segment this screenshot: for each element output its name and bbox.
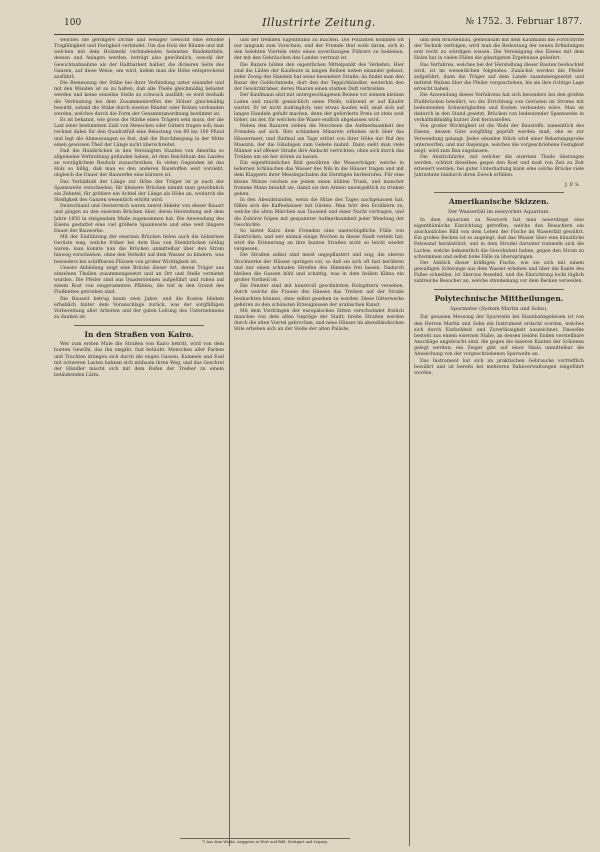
column-2 — [234, 38, 404, 846]
page-number: 100 — [64, 18, 82, 28]
column-1 — [54, 38, 224, 846]
paragraph: In den Abendstunden, wenn die Hitze des Tages nachgelassen hat, füllen sich die Kaffeehäuser mit Gästen. Man hört den Erzählern zu, welche die alten Märchen aus Tausend und einer Nacht vortragen, und die Zuhörer folgen mit gespannter Aufmerksamkeit jeder Wendung der Geschichte. — [234, 198, 404, 228]
paragraph: Die Bazare bilden den eigentlichen Mittelpunkt des Verkehrs. Hier sind die Läden der Kaufleute in langen Reihen neben einander gebaut, jeder Zweig des Handels hat seine besondere Straße; da findet man den Bazar der Goldschmiede, dort den der Teppichhändler, weiterhin den der Gewürzkrämer, deren Waaren einen starken Duft verbreiten. — [234, 62, 404, 93]
page-header — [54, 14, 584, 35]
paragraph: Wer zum ersten Male die Straßen von Kairo betritt, wird von dem bunten Gewühl, das ihn umgibt, fast betäubt. Menschen aller Farben und Trachten drängen sich durch die engen Gassen, Kameele und Esel mit schweren Lasten bahnen sich mühsam ihren Weg, und das Geschrei der Händler mischt sich mit dem Rufen der Treiber zu einem betäubenden Lärm. — [54, 342, 224, 378]
publication-title: Illustrirte Zeitung. — [262, 16, 376, 29]
article-separator — [74, 325, 204, 326]
paragraph: Die Bemessung der Stäbe bei ihrer Verbindung unter einander und mit den Wänden ist so zu halten, daß alle Theile gleichmäßig belastet werden und keine einzelne Stelle zu schwach ausfällt; es wird deshalb die Verbindung bei dem Zusammentreffen der Hölzer gleichmäßig bewirkt, sobald die Stäbe durch eiserne Bänder oder Bolzen verbunden werden, welches durch die Form der Gesammtanordnung bestimmt ist. — [54, 81, 224, 117]
footnote: *) Aus dem Werke: Aegypten in Wort und Bild. Stuttgart und Leipzig. — [180, 838, 350, 845]
author-signature: J. P. S. — [564, 181, 580, 188]
paragraph: Die Anwendung dieses Verfahrens hat sich besonders bei den großen Flußbrücken bewährt, wo die Errichtung von Gerüsten im Strome mit bedeutenden Schwierigkeiten und Kosten verbunden wäre. Man ist dadurch in den Stand gesetzt, Brücken von bedeutender Spannweite in verhältnißmäßig kurzer Zeit herzustellen. — [414, 93, 584, 124]
paragraph: und der fremden Eigenthums zu machen. Die Polizisten kommen oft nur langsam zum Vorschein, und der Fremde thut wohl daran, sich in den belebten Vierteln stets eines zuverlässigen Führers zu bedienen, der mit den Gebräuchen des Landes vertraut ist. — [234, 38, 404, 62]
paragraph: und dem Brückenbau, gemeinsam mit dem Kaufmann die Fortschritte der Technik verfolgen, wird man die Bedeutung der neuen Erfindungen erst recht zu würdigen wissen. Die Vereinigung des Eisens mit dem Holze hat in vielen Fällen die günstigsten Ergebnisse geliefert. — [414, 38, 584, 62]
article-separator — [434, 289, 564, 290]
paragraph: Der Anblick dieser kräftigen Fische, wie sie sich mit einem gewaltigen Schwunge aus dem Wasser erheben und über die Kante des Falles schnellen, ist überaus fesselnd, und die Einrichtung lockt täglich zahlreiche Besucher an, welche stundenlang vor dem Becken verweilen. — [414, 260, 584, 285]
paragraph: Die Bauzeit betrug kaum zwei Jahre, und die Kosten blieben erheblich hinter dem Voranschlage zurück, was der sorgfältigen Vorbereitung aller Arbeiten und der guten Leitung des Unternehmens zu danken ist. — [54, 296, 224, 321]
paragraph: Ein eigenthümliches Bild gewähren die Wasserträger, welche in ledernen Schläuchen das Wasser des Nils in die Häuser tragen und mit dem Klappern ihrer Messingschalen die Durstigen herbeirufen. Für eine kleine Münze reichen sie jedem einen kühlen Trunk, und mancher fromme Mann bezahlt sie, damit sie den Armen unentgeltlich zu trinken geben. — [234, 161, 404, 197]
paragraph: Die Fenster sind mit kunstvoll geschnitzten Holzgittern versehen, durch welche die Frauen des Hauses das Treiben auf der Straße beobachten können, ohne selbst gesehen zu werden. Diese Gitterwerke gehören zu den schönsten Erzeugnissen der arabischen Kunst. — [234, 284, 404, 308]
paragraph: Von großer Wichtigkeit ist die Wahl der Baustoffe, namentlich des Eisens, dessen Güte sorgfältig geprüft werden muß, ehe es zur Verwendung gelangt. Jedes einzelne Stück wird einer Belastungsprobe unterworfen, und nur dasjenige, welches die vorgeschriebene Festigkeit zeigt, wird zum Bau zugelassen. — [414, 124, 584, 154]
column-3 — [414, 38, 584, 846]
paragraph: Deutschland und Oesterreich waren zuerst Abkehr von dieser Bauart und gingen zu den eisernen Brücken über, deren Herstellung seit dem Jahre 1850 in steigendem Maße zugenommen hat. Die Anwendung des Eisens gestattet eine viel größere Spannweite und eine weit längere Dauer der Bauwerke. — [54, 204, 224, 234]
text-columns — [54, 38, 584, 846]
paragraph: Mit dem Vordringen der europäischen Sitten verschwindet freilich manches von dem alten Gepräge der Stadt; breite Straßen werden durch die alten Viertel gebrochen, und neue Häuser im abendländischen Stile erheben sich an der Stelle der alten Paläste. — [234, 308, 404, 333]
paragraph: Es ist bekannt, wie gross die Stärke eines Trägers sein muss, der die Last einer bestimmten Zahl von Menschen oder Gütern tragen soll; man rechnet dabei für den Quadratfuß eine Belastung von 80 bis 100 Pfund und legt die Abmessungen so fest, daß die Durchbiegung in der Mitte einen gewissen Theil der Länge nicht überschreitet. — [54, 118, 224, 148]
paragraph: Die Anstrichfarbe, mit welcher die eisernen Theile überzogen werden, schützt dieselben gegen den Rost und muß von Zeit zu Zeit erneuert werden; bei guter Unterhaltung kann eine solche Brücke viele Jahrzehnte hindurch ihren Zweck erfüllen. — [414, 154, 584, 179]
paragraph: Unsere Abbildung zeigt eine Brücke dieser Art, deren Träger aus einzelnen Theilen zusammengesetzt und an Ort und Stelle vernietet wurden. Die Pfeiler sind aus Quadersteinen aufgeführt und ruhen auf einem Rost von eingerammten Pfählen, die tief in den Grund des Flußbettes getrieben sind. — [54, 265, 224, 296]
paragraph: Der Kaufmann sitzt mit untergeschlagenen Beinen vor seinem kleinen Laden und raucht gemächlich seine Pfeife, während er auf Käufer wartet. Er ist nicht zudringlich; wer etwas kaufen will, muß sich auf langes Handeln gefaßt machen, denn der geforderte Preis ist stets weit höher, als der, für welchen die Waare endlich abgelassen wird. — [234, 93, 404, 124]
paragraph: Zur genauen Messung der Spurweite bei Eisenbahngeleisen ist von den Herren Martin und Sohn ein Instrument erdacht worden, welches sich durch Einfachheit und Zuverlässigkeit auszeichnet. Dasselbe besteht aus einem eisernen Stabe, an dessen beiden Enden verstellbare Anschläge angebracht sind, die gegen die inneren Kanten der Schienen gelegt werden; ein Zeiger gibt auf einer Skala unmittelbar die Abweichung von der vorgeschriebenen Spurweite an. — [414, 315, 584, 358]
column-divider — [229, 38, 230, 846]
paragraph: Mit der Einführung der eisernen Brücken fielen auch die hölzernen Gerüste weg, welche früher bei dem Bau von Steinbrücken nöthig waren; man konnte nun die Brücken unmittelbar über den Strom hinweg vorschieben, ohne den Verkehr auf dem Wasser zu hindern, was besonders bei schiffbaren Flüssen von großer Wichtigkeit ist. — [54, 235, 224, 265]
paragraph: Neben den Bazaren ziehen die Moscheen die Aufmerksamkeit des Fremden auf sich. Ihre schlanken Minarets erheben sich über das Häusermeer, und fünfmal am Tage ertönt von ihrer Höhe der Ruf des Muezzin, der die Gläubigen zum Gebete mahnt. Dann sieht man viele Männer auf offener Straße ihre Andacht verrichten, ohne sich durch das Treiben um sie her stören zu lassen. — [234, 124, 404, 160]
paragraph: Die Straßen selbst sind meist ungepflastert und eng; die oberen Stockwerke der Häuser springen vor, so daß sie sich oft fast berühren und nur einen schmalen Streifen des Himmels frei lassen. Dadurch bleiben die Gassen kühl und schattig, was in dem heißen Klima ein großer Vortheil ist. — [234, 253, 404, 284]
paragraph: In dem Aquarium zu Newyork hat man neuerdings eine eigenthümliche Einrichtung getroffen, welche den Besuchern ein anschauliches Bild von dem Leben der Fische im Wasserfall gewährt. Ein großes Becken ist so angelegt, daß das Wasser über eine künstliche Felswand herabstürzt, und in dem Strudel darunter tummeln sich die Lachse, welche bekanntlich die Gewohnheit haben, gegen den Strom zu schwimmen und selbst hohe Fälle zu überspringen. — [414, 217, 584, 260]
paragraph: Das Verfahren, welches bei der Herstellung dieser Bauten beobachtet wird, ist im wesentlichen folgendes: Zunächst werden die Pfeiler aufgeführt, dann die Träger auf dem Lande zusammengesetzt und mittelst Walzen über die Pfeiler vorgeschoben, bis sie ihre richtige Lage erreicht haben. — [414, 62, 584, 93]
article-title-kairo: In den Straßen von Kairo. — [84, 330, 194, 340]
article-subtitle: Spurmeter (System Martin und Sohn). — [450, 306, 548, 313]
paragraph: Daß die Holzbrücken in den Vereinigten Staaten von Amerika so allgemeine Verbreitung gefunden haben, ist dem Reichthum des Landes an vorzüglichem Bauholz zuzuschreiben. In vielen Gegenden ist das Holz so billig, daß man es den anderen Baustoffen weit vorzieht, obgleich die Dauer der Bauwerke eine kürzere ist. — [54, 148, 224, 179]
article-title-polytechnische-mittheilungen: Polytechnische Mittheilungen. — [434, 294, 564, 304]
article-separator — [434, 192, 564, 193]
paragraph: welches die geringere Dichte und weniger Gewicht eine erhöhte Tragfähigkeit und Festigkeit verbindet. Um das Holz der Bäume und mit welchen mit dem Holzmehl verbindenden hemmten Bindemitteln, dessen und Anlagen werden, beträgt also gewöhnlich, sowohl der Gewichtsabnahme als der Haltbarkeit halber, die dickeren Seite des Ganzen, auf diese Weise, um wird, indem man die Höhe entsprechend ausführt. — [54, 38, 224, 80]
paragraph: Das Verhältniß der Länge zur Höhe der Träger ist je nach der Spannweite verschieden; für kleinere Brücken nimmt man gewöhnlich ein Zehntel, für größere ein Achtel der Länge als Höhe an, wodurch die Steifigkeit des Ganzen wesentlich erhöht wird. — [54, 179, 224, 204]
paragraph: Das Instrument hat sich im praktischen Gebrauche vortrefflich bewährt und ist bereits bei mehreren Bahnverwaltungen eingeführt worden. — [414, 358, 584, 376]
issue-date: № 1752. 3. Februar 1877. — [465, 17, 582, 27]
column-divider — [409, 38, 410, 846]
article-subtitle: Der Wasserfall im newyorker Aquarium. — [448, 208, 550, 215]
paragraph: So bietet Kairo dem Fremden eine unerschöpfliche Fülle von Eindrücken, und wer einmal einige Wochen in dieser Stadt verlebt hat, wird die Erinnerung an ihre bunten Straßen nicht so leicht wieder vergessen. — [234, 228, 404, 253]
article-title-amerikanische-skizzen: Amerikanische Skizzen. — [448, 196, 550, 206]
